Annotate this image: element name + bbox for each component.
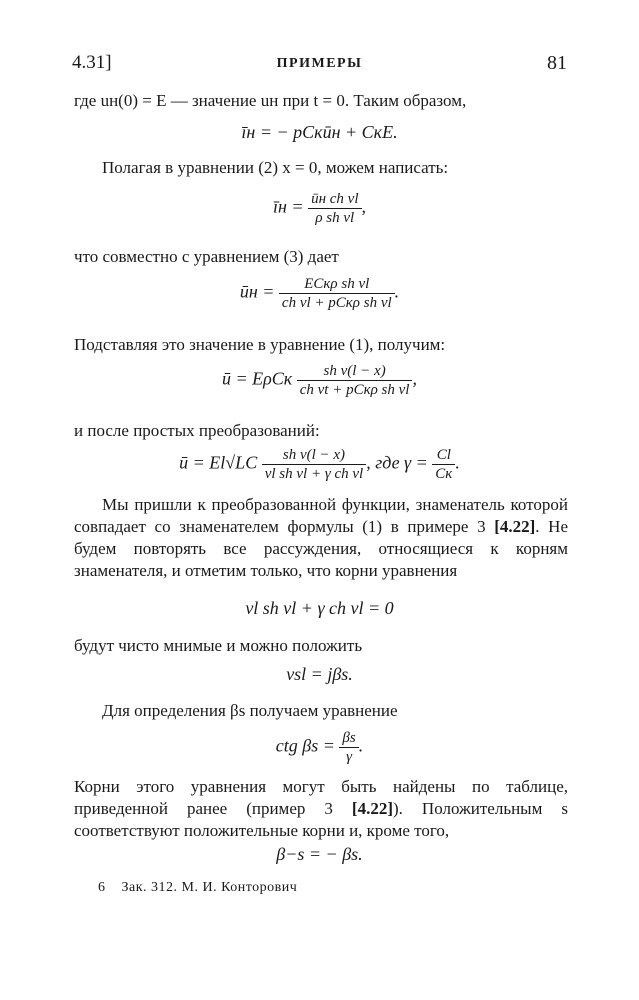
eq5-fraction <box>262 446 367 483</box>
equation-u-bar-2 <box>0 446 639 483</box>
equation-characteristic: νl sh νl + γ ch νl = 0 <box>245 598 394 618</box>
footer-text: Зак. 312. М. И. Конторович <box>121 880 298 895</box>
equation-imaginary-roots: νsl = jβs. <box>286 664 353 684</box>
eq4-lhs: ū = EρCк <box>222 368 293 389</box>
paragraph-table-a: Корни этого уравнения могут быть найдены по таблице, приведенной ранее (пример 3 <box>74 777 568 818</box>
text-line-1: где uн(0) = E — значение uн при t = 0. Таким образом, <box>74 91 467 110</box>
text-line-4: Подставляя это значение в уравнение (1), получим: <box>74 335 446 354</box>
eq3-fraction <box>279 275 395 312</box>
gamma-numerator: Cl <box>432 446 455 465</box>
text-line-3: что совместно с уравнением (3) дает <box>74 247 339 266</box>
eq8-tail: . <box>358 735 364 756</box>
paragraph-roots-a: Мы пришли к преобразованной функции, знаменатель которой совпадает со знаменателем формулы (1) в примере 3 <box>74 495 568 536</box>
equation-current: īн = − pCкūн + CкE. <box>241 122 398 142</box>
eq5-numerator: sh ν(l − x) <box>262 446 367 465</box>
eq8-fraction <box>339 729 358 766</box>
eq8-denominator: γ <box>346 749 352 765</box>
paragraph-roots-b: . Не будем повторять все рассуждения, относящиеся к корням знаменателя, и отметим только, что корни уравнения <box>74 517 569 580</box>
eq2-fraction <box>308 190 361 227</box>
eq4-denominator: ch νt + pCкρ sh νl <box>299 382 410 398</box>
eq2-denominator: ρ sh νl <box>315 210 355 226</box>
equation-negative-roots: β−s = − βs. <box>276 844 363 864</box>
eq8-lhs: ctg βs = <box>275 735 335 756</box>
paragraph-table <box>74 776 568 842</box>
text-line-2: Полагая в уравнении (2) x = 0, можем написать: <box>102 158 449 177</box>
printer-footer <box>98 880 297 896</box>
equation-ctg <box>0 729 639 766</box>
reference-4-22-second: [4.22] <box>351 799 393 818</box>
eq5-where: , где γ = <box>366 452 428 473</box>
section-number: 4.31] <box>72 52 112 73</box>
eq5-tail: . <box>455 452 460 473</box>
equation-u-bar-1 <box>0 362 639 399</box>
eq2-tail: , <box>361 196 366 217</box>
eq5-lhs: ū = El√LC <box>179 452 258 473</box>
eq3-tail: . <box>394 281 400 302</box>
signature-mark: 6 <box>98 880 106 895</box>
gamma-fraction <box>432 446 455 483</box>
eq5-denominator: νl sh νl + γ ch νl <box>264 466 364 482</box>
reference-4-22: [4.22] <box>494 517 536 536</box>
eq3-denominator: ch νl + pCкρ sh νl <box>281 295 392 311</box>
eq3-lhs: ūн = <box>239 281 275 302</box>
eq3-numerator: ECкρ sh νl <box>279 275 395 294</box>
equation-voltage <box>0 275 639 312</box>
paragraph-roots <box>74 494 568 582</box>
eq4-numerator: sh ν(l − x) <box>297 362 413 381</box>
eq4-tail: , <box>412 368 417 389</box>
eq2-numerator: ūн ch νl <box>308 190 361 209</box>
text-line-7: Для определения βs получаем уравнение <box>102 701 398 720</box>
paragraph-table-b: ). Положительным s соответствуют положительные корни и, кроме того, <box>74 799 568 840</box>
text-line-5: и после простых преобразований: <box>74 421 320 440</box>
eq2-lhs: īн = <box>272 196 304 217</box>
page-number: 81 <box>547 52 567 74</box>
eq4-fraction <box>297 362 413 399</box>
running-title: ПРИМЕРЫ <box>276 56 363 71</box>
text-line-6: будут чисто мнимые и можно положить <box>74 636 363 655</box>
equation-current-ratio <box>0 190 639 227</box>
gamma-denominator: Cк <box>435 466 453 482</box>
eq8-numerator: βs <box>339 729 358 748</box>
